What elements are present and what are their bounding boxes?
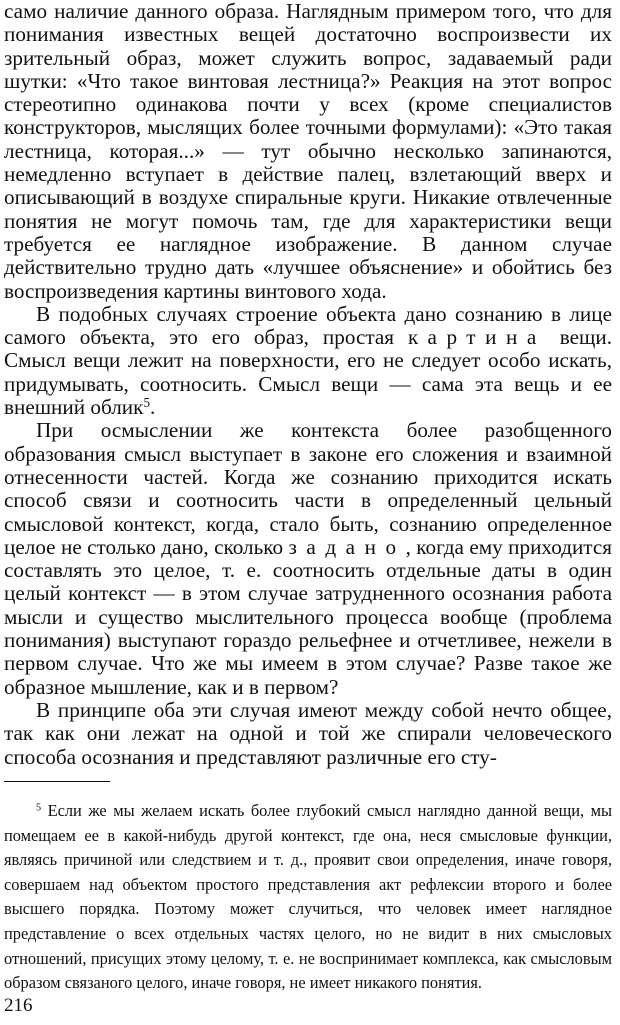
paragraph-4-text: В принципе оба эти случая имеют между собой нечто общее, так как они лежат на одной и той же спирали человеческого способа осознания и представляют различные его сту- bbox=[4, 697, 612, 769]
page-number: 216 bbox=[4, 995, 33, 1016]
footnote-divider bbox=[4, 781, 110, 782]
paragraph-4 bbox=[4, 699, 612, 769]
paragraph-1 bbox=[4, 0, 612, 303]
paragraph-3-text-start: При осмыслении же контекста более разобщенного образования смысл выступает в законе его сложения и взаимной отнесенности частей. Когда же сознанию приходится искать способ связи и соотносить части в определенный цельный смысловой контекст, когда, стало быть, сознанию определенное целое не столько дано, сколько bbox=[4, 418, 612, 559]
spaced-word-zadano: задано bbox=[288, 534, 406, 559]
paragraph-3 bbox=[4, 419, 612, 699]
paragraph-2-text-end: вещи. Смысл вещи лежит на поверхности, его не следует особо искать, придумывать, соотносить. Смысл вещи — сама эта вещь и ее внешний облик bbox=[4, 325, 613, 420]
footnote-reference: 5 bbox=[143, 394, 150, 410]
paragraph-3-text-end: , когда ему приходится составлять это целое, т. е. соотносить отдельные даты в один целый контекст — в этом случае затрудненного осознания работа мысли и существо мыслительного процесса вообще (проблема понимания) выступают гораздо рельефнее и отчетливее, нежели в первом случае. Что же мы имеем в этом случае? Разве такое же образное мышление, как и в первом? bbox=[4, 534, 612, 699]
paragraph-1-text: само наличие данного образа. Наглядным примером того, что для понимания известных вещей достаточно воспроизвести их зрительный образ, может служить вопрос, задаваемый ради шутки: «Что такое винтовая лестница?» Реакция на этот вопрос стереотипно одинакова почти у всех (кроме специалистов конструкторов, мыслящих более точными формулами): «Это такая лестница, которая...» — тут обычно несколько запинаются, немедленно вступает в действие палец, взлетающий вверх и описывающий в воздухе спиральные круги. Никакие отвлеченные понятия не могут помочь там, где для характеристики вещи требуется ее наглядное изображение. В данном случае действительно трудно дать «лучшее объяснение» и обойтись без воспроизведения картины винтового хода. bbox=[4, 0, 612, 303]
paragraph-2-period: . bbox=[150, 395, 156, 420]
paragraph-2 bbox=[4, 303, 612, 419]
footnote-5 bbox=[4, 799, 612, 996]
footnote-text: Если же мы желаем искать более глубокий смысл наглядно данной вещи, мы помещаем ее в какой-нибудь другой контекст, где она, неся смысловые функции, являясь причиной или следствием и т. д., проявит свои определения, иначе говоря, совершаем над объектом простого представления акт рефлексии второго и более высшего порядка. Поэтому может случиться, что человек имеет наглядное представление о всех отдельных частях целого, но не видит в них смысловых отношений, присущих этому целому, т. е. не воспринимает комплекса, как смысловым образом связаного целого, иначе говоря, не имеет никакого понятия. bbox=[4, 801, 612, 993]
footnote-marker: 5 bbox=[36, 802, 42, 814]
footnote-section bbox=[4, 799, 612, 996]
spaced-word-kartina: картина bbox=[408, 325, 546, 350]
main-text bbox=[4, 0, 612, 769]
paragraph-2-text-start: В подобных случаях строение объекта дано сознанию в лице самого объекта, это его образ, простая bbox=[4, 301, 612, 350]
